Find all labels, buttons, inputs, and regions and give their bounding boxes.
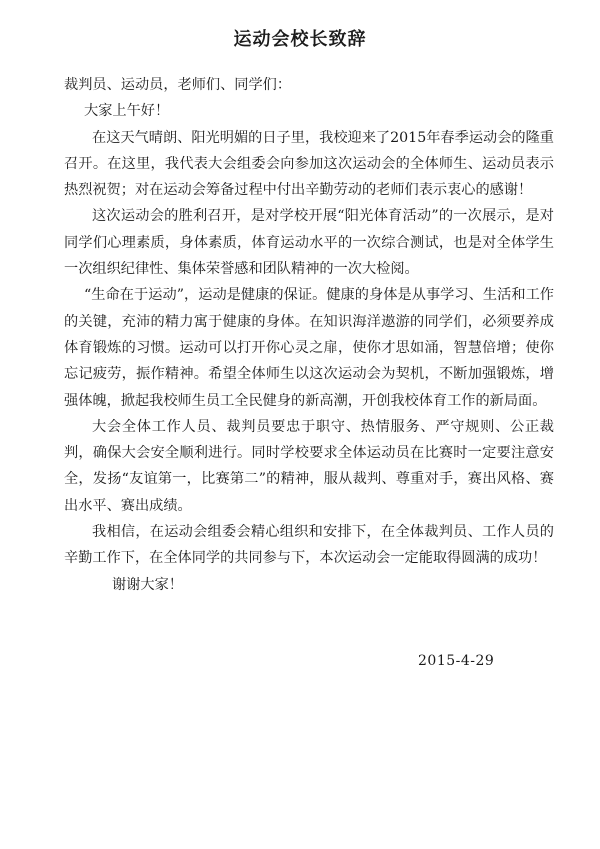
document-date: 2015-4-29 xyxy=(418,653,495,669)
paragraph-opening: 在这天气晴朗、阳光明媚的日子里，我校迎来了2015年春季运动会的隆重召开。在这里，我代表大会组委会向参加这次运动会的全体师生、运动员表示热烈祝贺；对在运动会筹备过程中付出辛勤劳动的老师们表示衷心的感谢！ xyxy=(64,129,554,199)
paragraph-belief: 我相信，在运动会组委会精心组织和安排下，在全体裁判员、工作人员的辛勤工作下，在全体同学的共同参与下，本次运动会一定能取得圆满的成功！ xyxy=(64,524,554,567)
paragraph-health: “生命在于运动”，运动是健康的保证。健康的身体是从事学习、生活和工作的关键，充沛的精力寓于健康的身体。在知识海洋遨游的同学们，必须要养成体育锻炼的习惯。运动可以打开你心灵之扉，使你才思如涌，智慧倍增；使你忘记疲劳，振作精神。希望全体师生以这次运动会为契机，不断加强锻炼，增强体魄，掀起我校师生员工全民健身的新高潮，开创我校体育工作的新局面。 xyxy=(64,287,554,409)
document-title: 运动会校长致辞 xyxy=(233,29,367,50)
greeting: 大家上午好！ xyxy=(84,103,170,120)
closing-thanks: 谢谢大家！ xyxy=(112,576,183,593)
paragraph-requirements: 大会全体工作人员、裁判员要忠于职守、热情服务、严守规则、公正裁判，确保大会安全顺利进行。同时学校要求全体运动员在比赛时一定要注意安全，发扬“友谊第一，比赛第二”的精神，服从裁判、尊重对手，赛出风格、赛出水平、赛出成绩。 xyxy=(64,418,554,514)
salutation: 裁判员、运动员，老师们、同学们： xyxy=(64,77,292,93)
paragraph-significance: 这次运动会的胜利召开，是对学校开展“阳光体育活动”的一次展示，是对同学们心理素质，身体素质，体育运动水平的一次综合测试，也是对全体学生一次组织纪律性、集体荣誉感和团队精神的一次大检阅。 xyxy=(64,208,554,278)
speech-body xyxy=(64,72,554,598)
